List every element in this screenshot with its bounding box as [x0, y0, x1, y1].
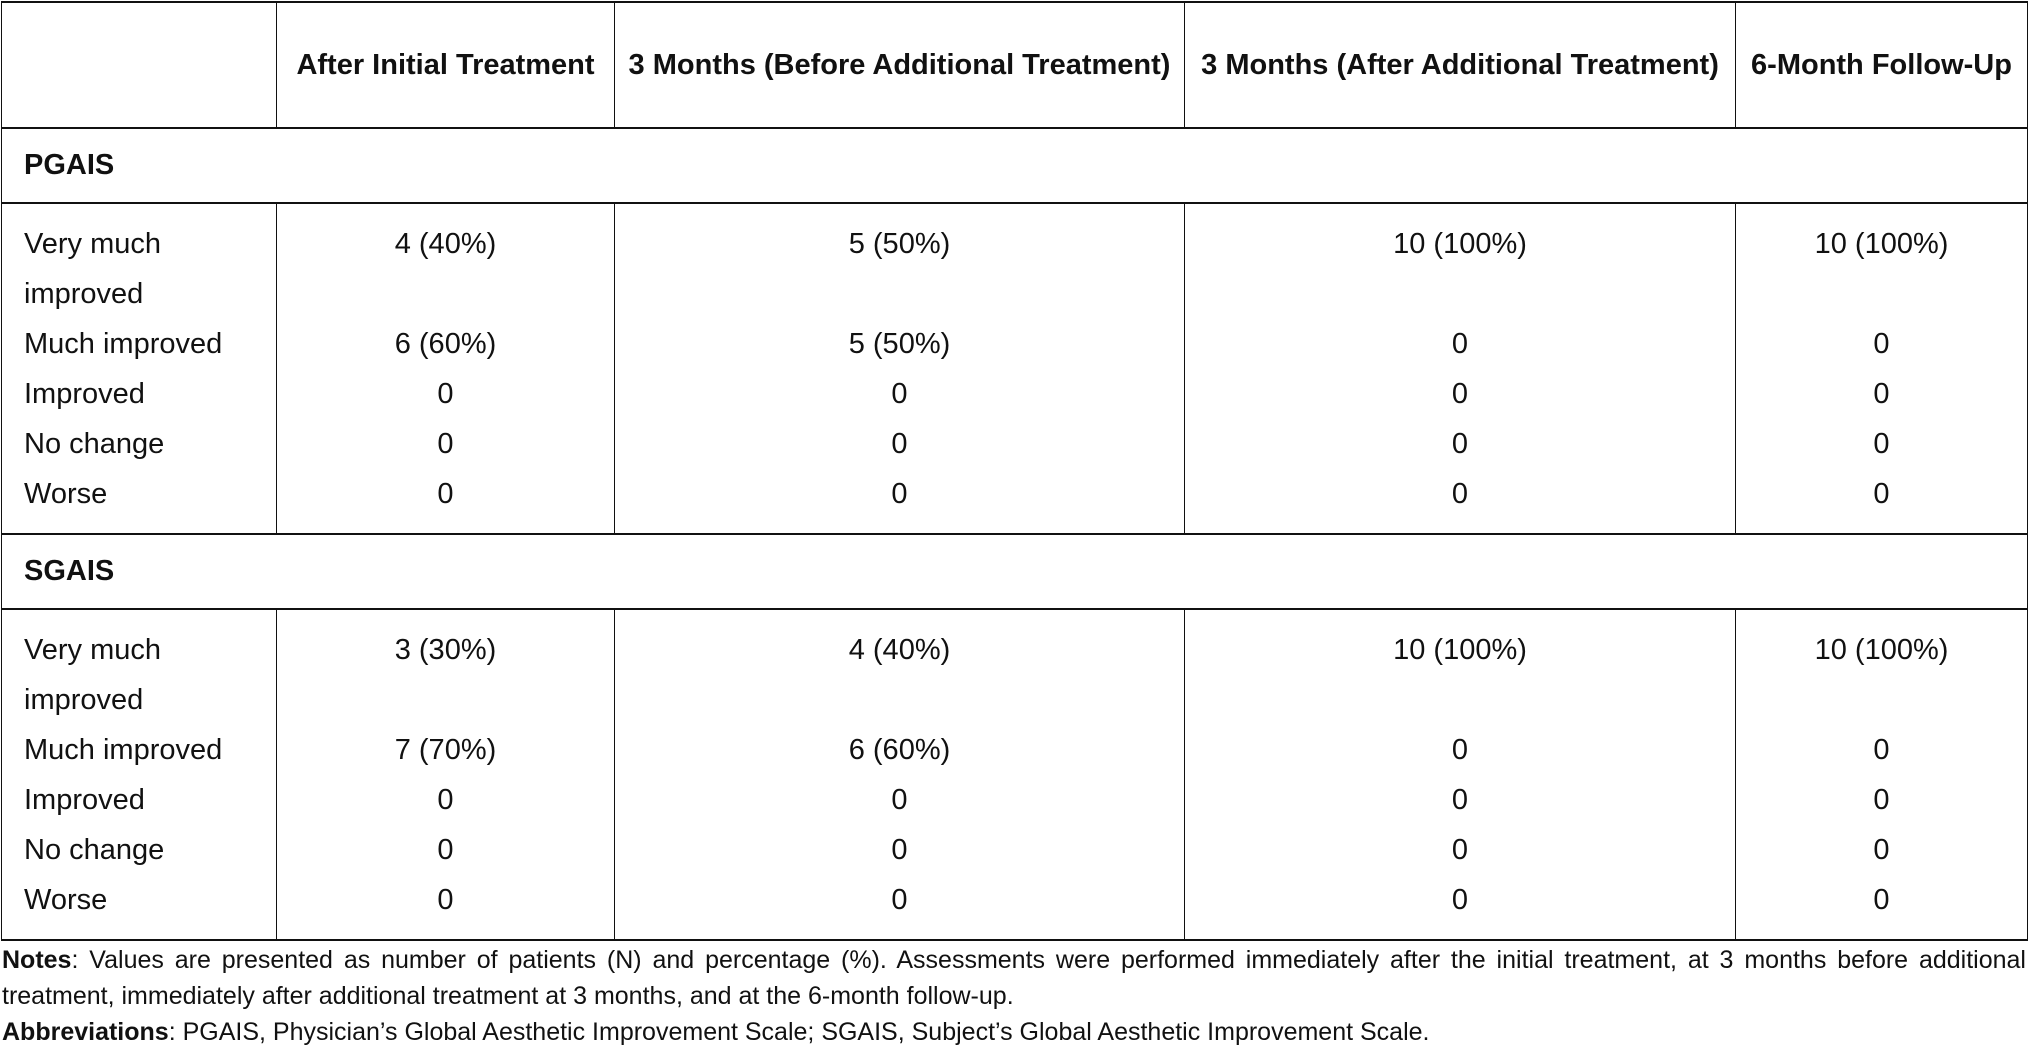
row-label: Very much improved [2, 609, 277, 725]
table-cell: 0 [615, 775, 1185, 825]
table-cell: 0 [615, 419, 1185, 469]
table-cell: 10 (100%) [1185, 203, 1736, 319]
table-cell: 6 (60%) [277, 319, 615, 369]
table-cell: 0 [1185, 319, 1736, 369]
table-cell: 0 [277, 419, 615, 469]
section-title: SGAIS [2, 534, 2028, 609]
table-cell: 5 (50%) [615, 319, 1185, 369]
abbreviations-text: : PGAIS, Physician’s Global Aesthetic Improvement Scale; SGAIS, Subject’s Global Aesthetic Improvement Scale. [168, 1018, 1430, 1046]
table-cell: 0 [277, 825, 615, 875]
table-cell: 0 [1185, 875, 1736, 940]
table-row [2, 875, 2028, 940]
table-cell: 3 (30%) [277, 609, 615, 725]
table-cell: 0 [1736, 419, 2028, 469]
table-row [2, 609, 2028, 725]
header-row [2, 2, 2028, 128]
table-cell: 0 [1736, 319, 2028, 369]
notes-label: Notes [2, 946, 72, 974]
table-cell: 0 [615, 369, 1185, 419]
row-label: Improved [2, 369, 277, 419]
table-cell: 0 [615, 875, 1185, 940]
table-cell: 0 [615, 825, 1185, 875]
table-cell: 0 [277, 469, 615, 534]
table-cell: 0 [277, 369, 615, 419]
table-cell: 10 (100%) [1736, 609, 2028, 725]
table-cell: 10 (100%) [1185, 609, 1736, 725]
table-row [2, 825, 2028, 875]
table-row [2, 319, 2028, 369]
header-cell-3m-after: 3 Months (After Additional Treatment) [1185, 2, 1736, 128]
header-cell-6m-followup: 6-Month Follow-Up [1736, 2, 2028, 128]
table-cell: 5 (50%) [615, 203, 1185, 319]
table-cell: 0 [1736, 875, 2028, 940]
table-cell: 0 [1185, 825, 1736, 875]
section-pgais-heading [2, 128, 2028, 203]
table-cell: 0 [1736, 469, 2028, 534]
section-sgais-heading [2, 534, 2028, 609]
table-cell: 0 [1185, 469, 1736, 534]
row-label: Worse [2, 875, 277, 940]
table-row [2, 369, 2028, 419]
table-row [2, 203, 2028, 319]
table-row [2, 775, 2028, 825]
table-row [2, 725, 2028, 775]
section-row [2, 128, 2028, 203]
table-cell: 0 [1736, 725, 2028, 775]
table-cell: 0 [1736, 775, 2028, 825]
row-label: Much improved [2, 725, 277, 775]
table-cell: 0 [1185, 775, 1736, 825]
section-pgais-rows [2, 203, 2028, 534]
abbreviations-label: Abbreviations [2, 1018, 169, 1046]
table-cell: 0 [1736, 369, 2028, 419]
row-label: No change [2, 825, 277, 875]
section-row [2, 534, 2028, 609]
results-table [1, 1, 2028, 941]
section-title: PGAIS [2, 128, 2028, 203]
table-cell: 7 (70%) [277, 725, 615, 775]
table-cell: 0 [1185, 725, 1736, 775]
row-label: Much improved [2, 319, 277, 369]
notes-text: : Values are presented as number of patients (N) and percentage (%). Assessments were performed immediately after the initial treatment, at 3 months before additional treatment, immediately after additional treatment at 3 months, and at the 6-month follow-up. [2, 946, 2026, 1010]
table-footnotes [2, 942, 2026, 1050]
section-sgais-rows [2, 609, 2028, 940]
header-cell-after-initial: After Initial Treatment [277, 2, 615, 128]
abbreviations-paragraph [2, 1014, 2026, 1050]
table-cell: 0 [1185, 369, 1736, 419]
notes-paragraph [2, 942, 2026, 1014]
table-cell: 4 (40%) [615, 609, 1185, 725]
table-cell: 4 (40%) [277, 203, 615, 319]
table-cell: 0 [615, 469, 1185, 534]
row-label: Very much improved [2, 203, 277, 319]
header-cell-blank [2, 2, 277, 128]
row-label: No change [2, 419, 277, 469]
table-cell: 10 (100%) [1736, 203, 2028, 319]
table-cell: 0 [277, 775, 615, 825]
row-label: Worse [2, 469, 277, 534]
table-cell: 0 [1736, 825, 2028, 875]
row-label: Improved [2, 775, 277, 825]
table-cell: 0 [1185, 419, 1736, 469]
table-header [2, 2, 2028, 128]
table-row [2, 419, 2028, 469]
table-cell: 6 (60%) [615, 725, 1185, 775]
table-row [2, 469, 2028, 534]
table-cell: 0 [277, 875, 615, 940]
header-cell-3m-before: 3 Months (Before Additional Treatment) [615, 2, 1185, 128]
